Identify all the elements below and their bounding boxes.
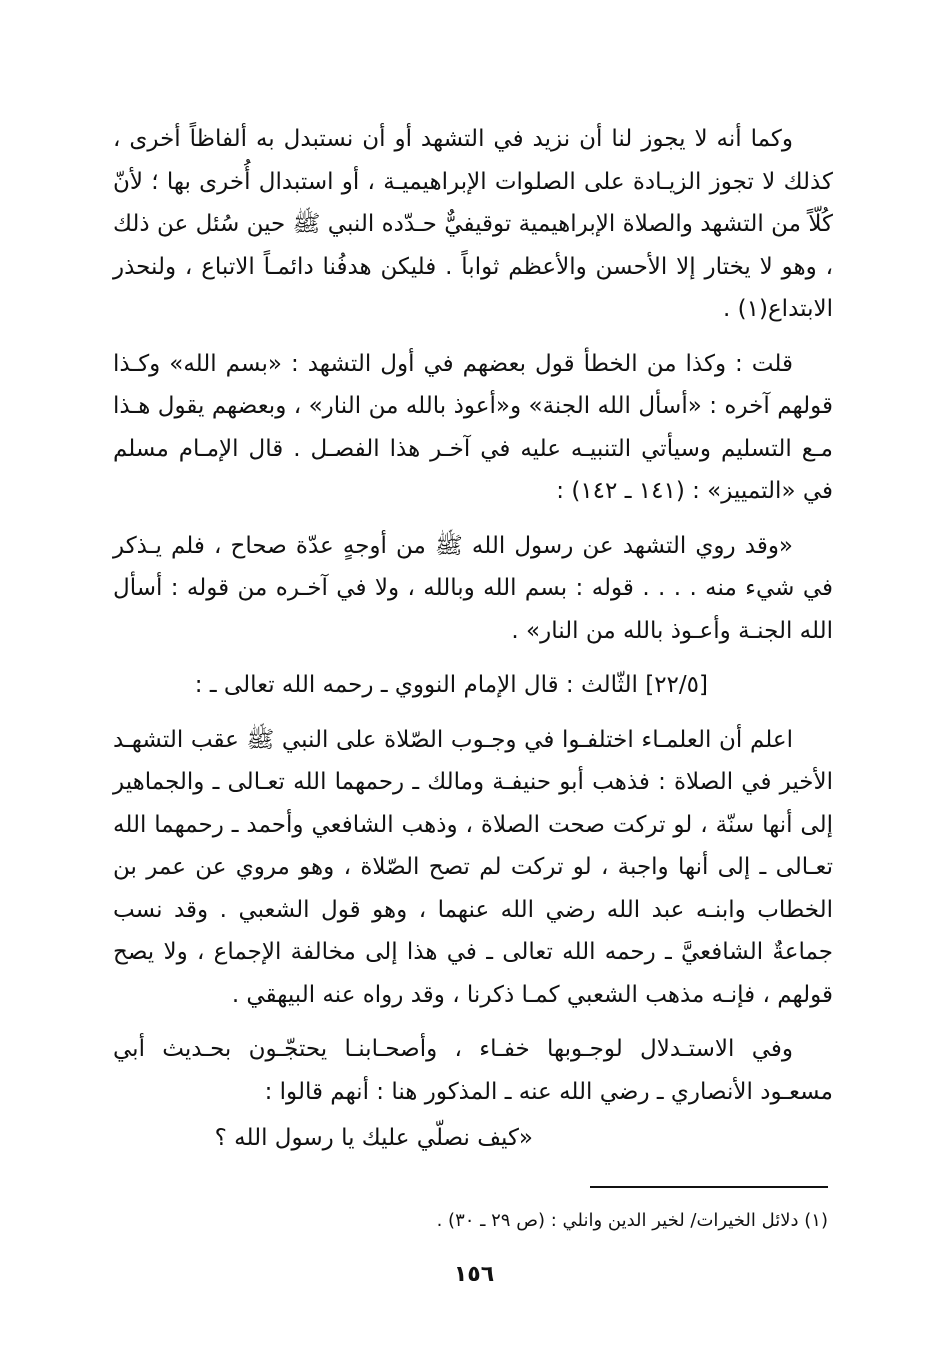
footnote: (١) دلائل الخيرات/ لخير الدين وانلي : (ص ٢٩ ـ ٣٠) .: [436, 1210, 828, 1231]
section-heading: [٢٢/٥] الثّالث : قال الإمام النووي ـ رحمه الله تعالى ـ :: [194, 672, 708, 698]
paragraph-5: اعلم أن العلمـاء اختلفـوا في وجـوب الصّلاة على النبي ﷺ عقب التشهـد الأخير في الصلاة : فذهب أبو حنيفـة ومالك ـ رحمهما الله تعـالى ـ والجماهير إلى أنها سنّة ، لو تركت صحت الصلاة ، وذهب الشافعي وأحمد ـ رحمهما الله تعـالى ـ إلى أنها واجبة ، لو تركت لم تصح الصّلاة ، وهو مروي عن عمر بن الخطاب وابنـه عبد الله رضي الله عنهما ، وهو قول الشعبي . وقد نسب جماعةٌ الشافعيَّ ـ رحمه الله تعالى ـ في هذا إلى مخالفة الإجماع ، ولا يصح قولهم ، فإنـه مذهب الشعبي كمـا ذكرنا ، وقد رواه عنه البيهقي .: [113, 726, 833, 1008]
paragraph-1: وكما أنه لا يجوز لنا أن نزيد في التشهد أو أن نستبدل به ألفاظاً أخرى ، كذلك لا تجوز الزيـادة على الصلوات الإبراهيميـة ، أو استبدال أُخرى بها ؛ لأنّ كُلّاً من التشهد والصلاة الإبراهيمية توقيفيٌّ حـدّده النبي ﷺ حين سُئل عن ذلك ، وهو لا يختار إلا الأحسن والأعظم ثواباً . فليكن هدفُنا دائمـاً الاتباع ، ولنحذر الابتداع(١) .: [113, 126, 833, 322]
paragraph-3-quote: «وقد روي التشهد عن رسول الله ﷺ من أوجهٍ عدّة صحاح ، فلم يـذكر في شيء منه . . . . قوله : بسم الله وبالله ، ولا في آخـره من قوله : أسأل الله الجنـة وأعـوذ بالله من النار» .: [113, 532, 833, 644]
quote-start: «كيف نصلّي عليك يا رسول الله ؟: [214, 1125, 533, 1151]
paragraph-6: وفي الاستـدلال لوجـوبها خفـاء ، وأصحـابنـا يحتجّـون بحـديث أبي مسعـود الأنصاري ـ رضي الله عنه ـ المذكور هنا : أنهم قالوا :: [113, 1036, 833, 1105]
page-number: ١٥٦: [453, 1262, 495, 1287]
footnote-divider: [590, 1186, 828, 1188]
paragraph-2: قلت : وكذا من الخطأ قول بعضهم في أول التشهد : «بسم الله» وكـذا قولهم آخره : «أسأل الله الجنة» و«أعوذ بالله من النار» ، وبعضهم يقول هـذا مـع التسليم وسيأتي التنبيـه عليه في آخـر هذا الفصـل . قال الإمـام مسلم في «التمييز» : (١٤١ ـ ١٤٢) :: [113, 350, 833, 504]
main-text: [113, 118, 833, 1160]
